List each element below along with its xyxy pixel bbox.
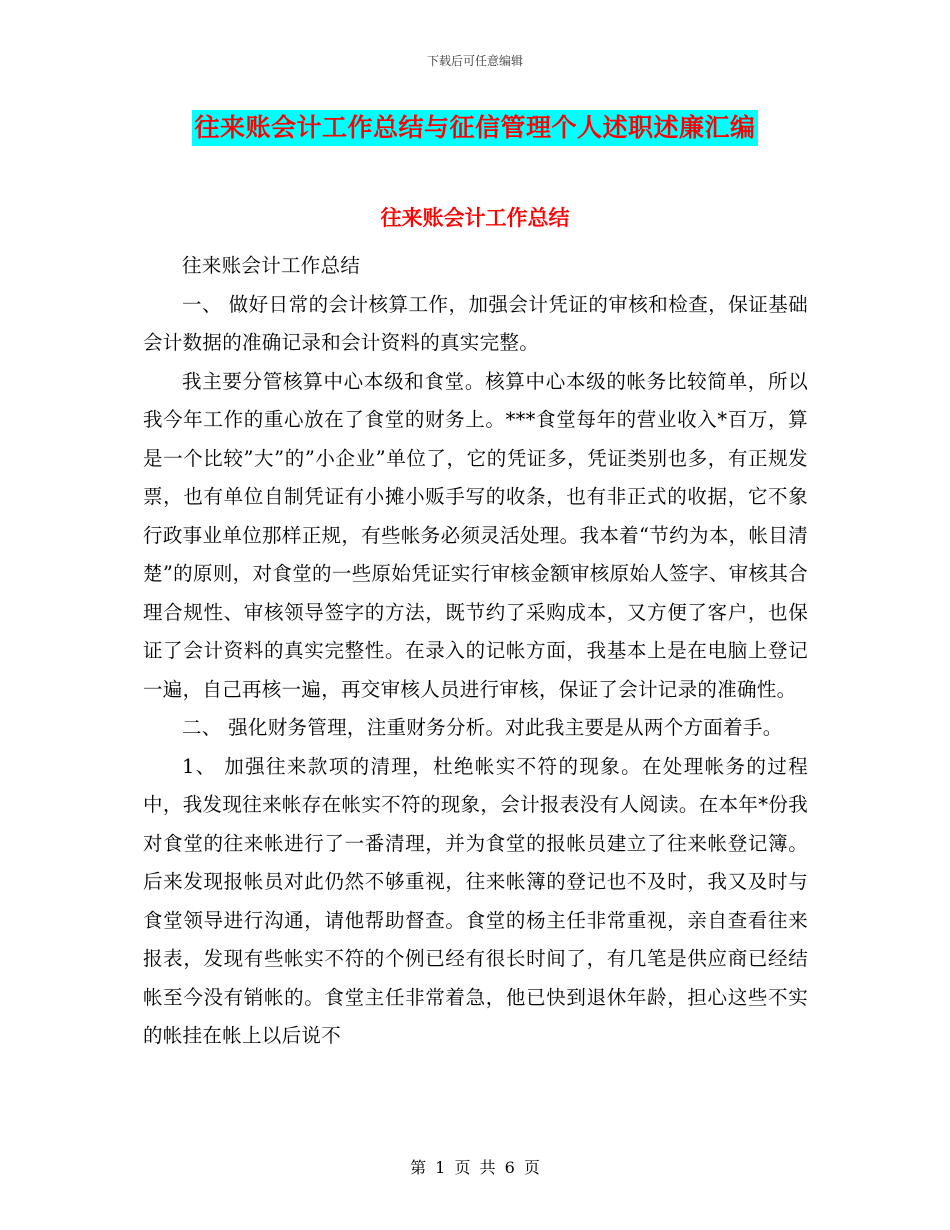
document-body: [143, 247, 808, 1056]
section-title: 往来账会计工作总结: [380, 206, 570, 230]
body-paragraph: 我主要分管核算中心本级和食堂。核算中心本级的帐务比较简单，所以我今年工作的重心放在了食堂的财务上。***食堂每年的营业收入*百万，算是一个比较”大”的”小企业”单位了，它的凭证多，凭证类别也多，有正规发票，也有单位自制凭证有小摊小贩手写的收条，也有非正式的收据，它不象行政事业单位那样正规，有些帐务必须灵活处理。我本着“节约为本，帐目清楚”的原则，对食堂的一些原始凭证实行审核金额审核原始人签字、审核其合理合规性、审核领导签字的方法，既节约了采购成本，又方便了客户，也保证了会计资料的真实完整性。在录入的记帐方面，我基本上是在电脑上登记一遍，自己再核一遍，再交审核人员进行审核，保证了会计记录的准确性。: [143, 369, 808, 701]
header-note: 下载后可任意编辑: [426, 54, 523, 68]
document-title: 往来账会计工作总结与征信管理个人述职述廉汇编: [192, 110, 757, 146]
body-paragraph: 往来账会计工作总结: [182, 254, 361, 277]
document-title-container: [0, 110, 950, 146]
page-number-footer: 第 1 页 共 6 页: [410, 1158, 540, 1177]
body-paragraph: 一、 做好日常的会计核算工作，加强会计凭证的审核和检查，保证基础会计数据的准确记录和会计资料的真实完整。: [143, 292, 808, 354]
body-paragraph: 1、 加强往来款项的清理，杜绝帐实不符的现象。在处理帐务的过程中，我发现往来帐存在帐实不符的现象，会计报表没有人阅读。在本年*份我对食堂的往来帐进行了一番清理，并为食堂的报帐员建立了往来帐登记簿。后来发现报帐员对此仍然不够重视，往来帐簿的登记也不及时，我又及时与食堂领导进行沟通，请他帮助督查。食堂的杨主任非常重视，亲自查看往来报表，发现有些帐实不符的个例已经有很长时间了，有几笔是供应商已经结帐至今没有销帐的。食堂主任非常着急，他已快到退休年龄，担心这些不实的帐挂在帐上以后说不: [143, 754, 808, 1047]
body-paragraph: 二、 强化财务管理，注重财务分析。对此我主要是从两个方面着手。: [182, 716, 783, 739]
